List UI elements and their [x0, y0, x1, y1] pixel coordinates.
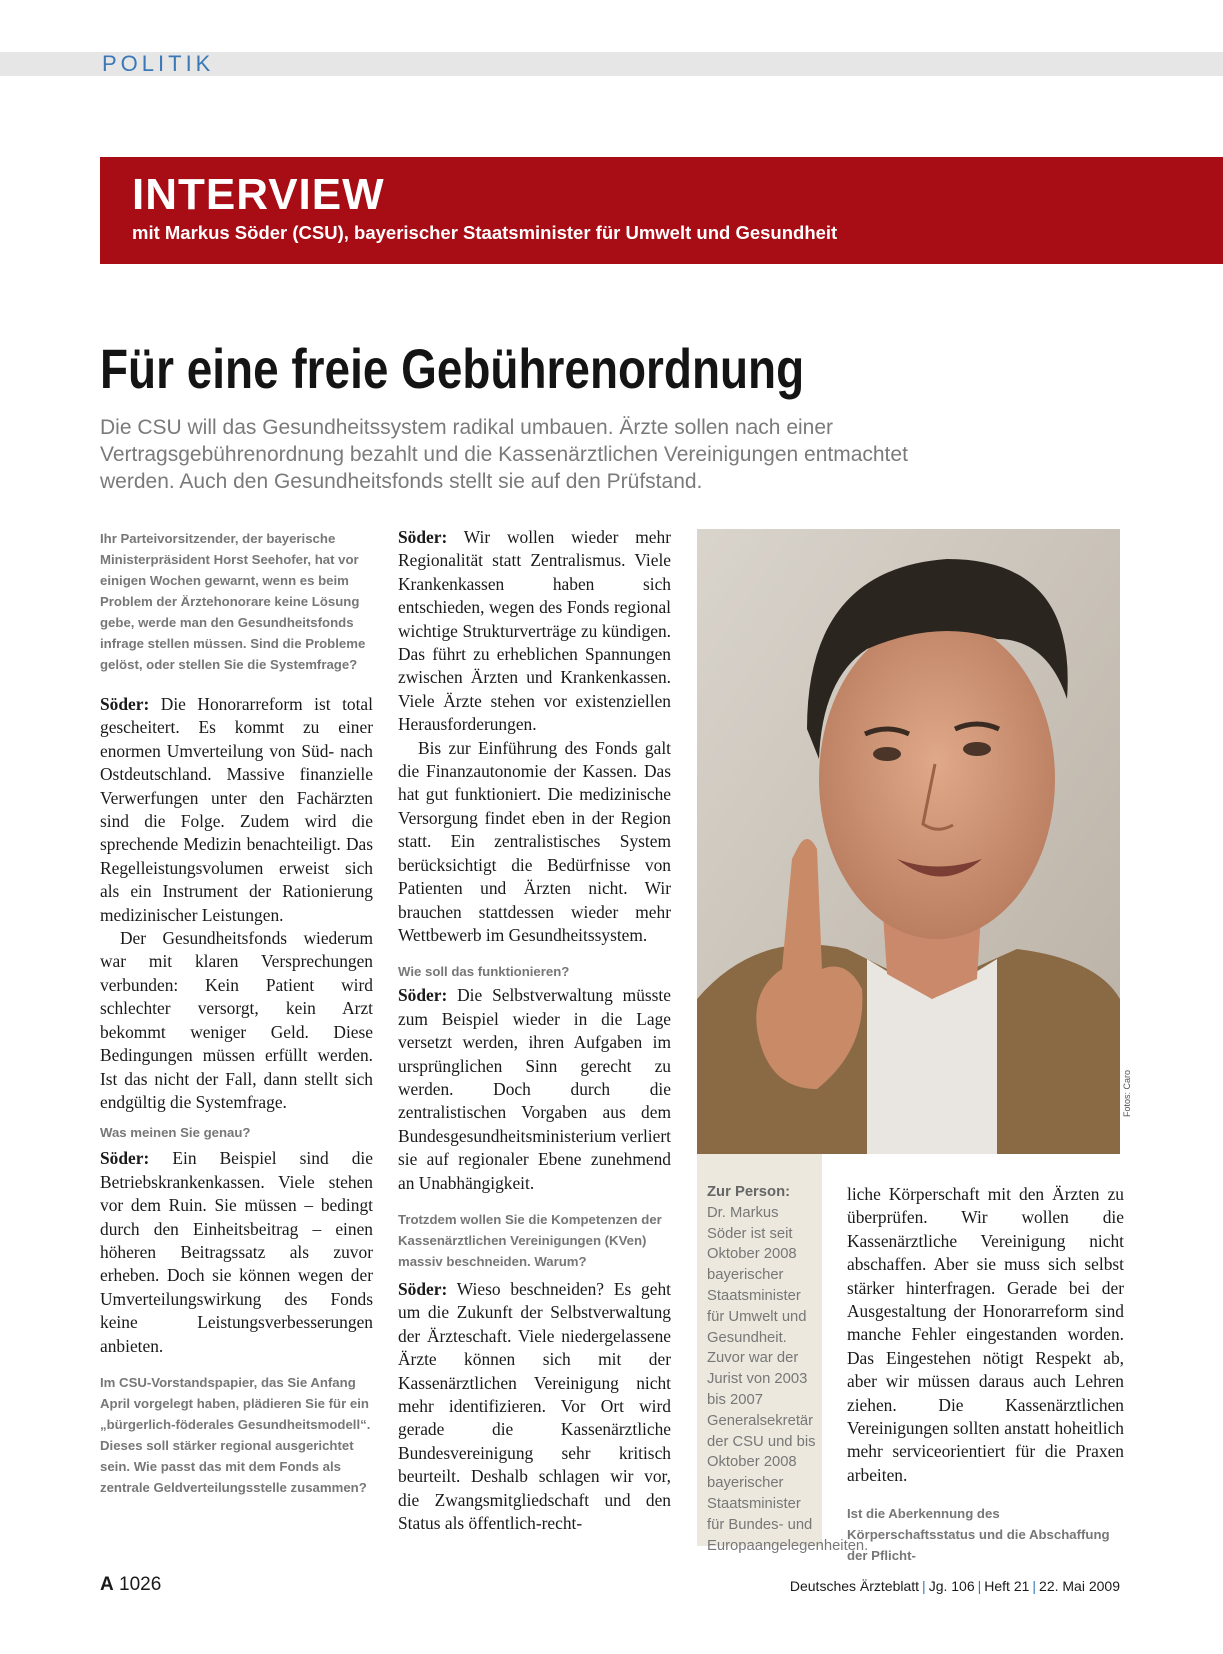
question: Was meinen Sie genau? — [100, 1125, 251, 1141]
person-info-box — [697, 1154, 869, 1554]
page-number-value: 1026 — [119, 1574, 162, 1595]
page-number — [100, 1574, 161, 1596]
person-box-title: Zur Person: — [707, 1184, 791, 1200]
answer-text: Wir wollen wieder mehr Regionalität statt Zentralismus. Viele Krankenkassen haben sich entschieden, wegen des Fonds regional wichtige Strukturverträge zu kündigen. Das führt zu erheblichen Spannungen zwischen Ärzten und Krankenkassen. Viele Ärzte stehen vor existenziellen Herausforderungen. — [398, 527, 671, 735]
page-prefix: A — [100, 1574, 114, 1595]
portrait-illustration — [697, 529, 1120, 1154]
question: Wie soll das funktionieren? — [398, 964, 570, 980]
article-column-2 — [398, 526, 671, 1535]
speaker-label: Söder: — [398, 1278, 448, 1299]
answer-text: Wieso beschneiden? Es geht um die Zukunft der Selbstverwaltung der Ärzteschaft. Viele niedergelassene Ärzte können sich mit der Kassenärztlichen Vereinigung nicht mehr identifizieren. Vor Ort wird gerade die Kassenärztliche Bundesvereinigung sehr kritisch beurteilt. Deshalb schlagen wir vor, die Zwangsmitgliedschaft und den Status als öffentlich-recht- — [398, 1278, 671, 1534]
answer-paragraph: Der Gesundheitsfonds wiederum war mit klaren Versprechungen verbunden: Kein Patient wird schlechter versorgt, kein Arzt bekommt weniger Geld. Diese Bedingungen müssen erfüllt werden. Ist das nicht der Fall, dann stellt sich endgültig die Systemfrage. — [100, 928, 373, 1112]
speaker-label: Söder: — [100, 694, 150, 714]
interview-title: INTERVIEW — [132, 170, 385, 219]
photo-credit: Fotos: Caro — [1122, 1069, 1132, 1117]
answer — [100, 1147, 373, 1358]
article-column-1 — [100, 528, 373, 1498]
journal-info — [790, 1578, 1120, 1594]
article-column-4 — [847, 1183, 1124, 1566]
answer — [398, 1278, 671, 1535]
answer-text: Die Selbstverwaltung müsste zum Beispiel wieder in die Lage versetzt werden, ihren Aufgaben im ursprünglichen Sinn gerecht zu werden. Doch durch die zentralistischen Vorgaben aus dem Bundesgesundheitsministerium verliert sie auf regionaler Ebene zunehmend an Unabhängigkeit. — [398, 985, 671, 1193]
answer-text: Ein Beispiel sind die Betriebskrankenkassen. Viele stehen vor dem Ruin. Sie müssen – bedingt durch den Einheitsbeitrag – einen höheren Beitragssatz als zuvor erheben. Doch sie können wegen der Umverteilungswirkung des Fonds keine Leistungsverbesserungen anbieten. — [100, 1148, 373, 1356]
answer — [398, 984, 671, 1195]
headline: Für eine freie Gebührenordnung — [100, 337, 805, 400]
speaker-label: Söder: — [398, 985, 448, 1006]
question: Ihr Parteivorsitzender, der bayerische Ministerpräsident Horst Seehofer, hat vor einigen Wochen gewarnt, wenn es beim Problem der Ärztehonorare keine Lösung gebe, werde man den Gesundheitsfonds infrage stellen müssen. Sind die Probleme gelöst, oder stellen Sie die Systemfrage? — [100, 531, 366, 672]
answer-text: Die Honorarreform ist total gescheitert. Es kommt zu einer enormen Umverteilung von Süd- nach Ostdeutschland. Massive finanzielle Verwerfungen unter den Fachärzten sind die Folge. Zudem wird die sprechende Medizin benachteiligt. Das Regelleistungsvolumen erweist sich als ein Instrument der Rationierung medizinischer Leistungen. — [100, 694, 373, 925]
answer-paragraph: Bis zur Einführung des Fonds galt die Finanzautonomie der Kassen. Das hat gut funktioniert. Die medizinische Versorgung findet eben in der Region statt. Ein zentralistisches System berücksichtigt die Bedürfnisse von Patienten und Ärzten nicht. Wir brauchen stattdessen wieder mehr Wettbewerb im Gesundheitssystem. — [398, 737, 671, 945]
question: Ist die Aberkennung des Körperschaftsstatus und die Abschaffung der Pflicht- — [847, 1506, 1110, 1564]
separator: | — [1032, 1578, 1037, 1594]
question: Trotzdem wollen Sie die Kompetenzen der Kassenärztlichen Vereinigungen (KVen) massiv beschneiden. Warum? — [398, 1211, 662, 1269]
question: Im CSU-Vorstandspapier, das Sie Anfang April vorgelegt haben, plädieren Sie für ein „bürgerlich-föderales Gesundheitsmodell“. Dieses soll stärker regional ausgerichtet sein. Wie passt das mit dem Fonds als zentrale Geldverteilungsstelle zusammen? — [100, 1374, 371, 1495]
portrait-photo — [697, 529, 1120, 1154]
separator: | — [977, 1578, 982, 1594]
speaker-label: Söder: — [398, 527, 448, 547]
journal-volume: Jg. 106 — [928, 1578, 975, 1594]
person-box-text: Dr. Markus Söder ist seit Oktober 2008 bayerischer Staatsminister für Umwelt und Gesundheit. Zuvor war der Jurist von 2003 bis 2007 Generalsekretär der CSU und bis Oktober 2008 bayerischer Staatsminister für Bundes- und Europaangelegenheiten. — [707, 1204, 869, 1554]
answer — [398, 526, 671, 737]
separator: | — [922, 1578, 926, 1594]
answer-paragraph: liche Körperschaft mit den Ärzten zu überprüfen. Wir wollen die Kassenärztliche Vereinigung nicht abschaffen. Aber sie muss sich selbst stärker hinterfragen. Gerade bei der Ausgestaltung der Honorarreform sind manche Fehler eingestanden worden. Das Eingestehen nötigt Respekt ab, aber wir müssen daraus auch Lehren ziehen. Die Kassenärztlichen Vereinigungen sollten anstatt hoheitlich mehr serviceorientiert für die Praxen arbeiten. — [847, 1184, 1124, 1485]
section-label: POLITIK — [102, 51, 215, 76]
journal-name: Deutsches Ärzteblatt — [789, 1578, 920, 1594]
answer — [100, 693, 373, 927]
speaker-label: Söder: — [100, 1148, 150, 1169]
interview-subtitle: mit Markus Söder (CSU), bayerischer Staatsminister für Umwelt und Gesundheit — [132, 222, 838, 243]
journal-issue: Heft 21 — [984, 1578, 1030, 1594]
journal-date: 22. Mai 2009 — [1039, 1578, 1120, 1594]
lead-paragraph: Die CSU will das Gesundheitssystem radikal umbauen. Ärzte sollen nach einer Vertragsgebührenordnung bezahlt und die Kassenärztlichen Vereinigungen entmachtet werden. Auch den Gesundheitsfonds stellt sie auf den Prüfstand. — [100, 416, 908, 493]
